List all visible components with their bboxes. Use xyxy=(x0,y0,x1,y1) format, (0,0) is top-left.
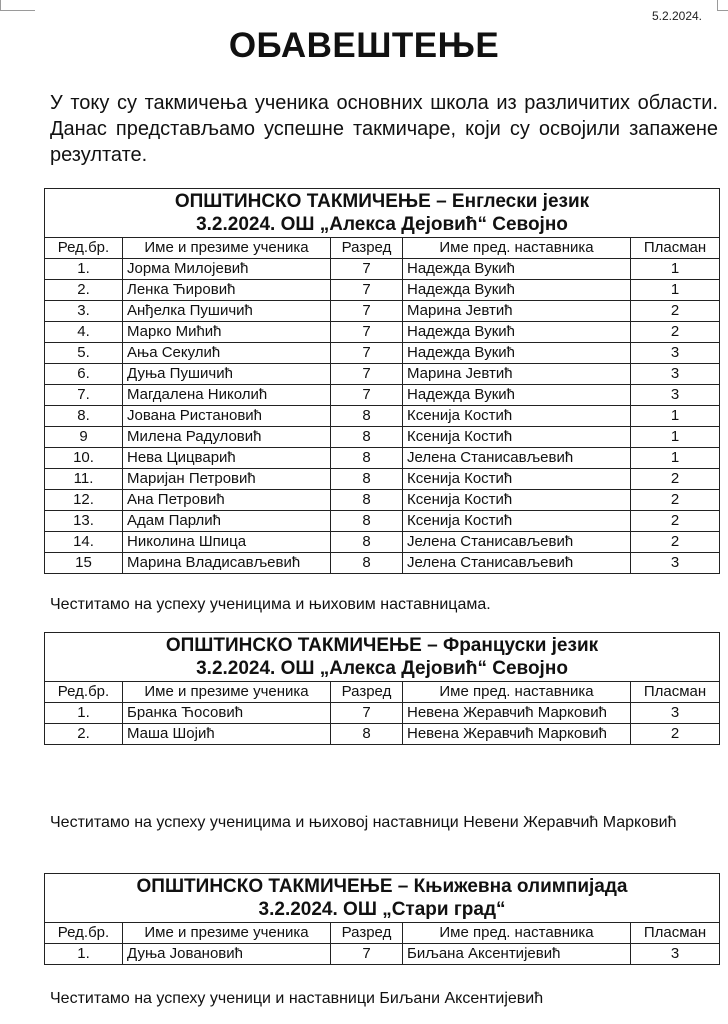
cell-student: Дуња Јовановић xyxy=(123,944,331,965)
cell-placement: 3 xyxy=(631,703,720,724)
cell-student: Бранка Ћосовић xyxy=(123,703,331,724)
col-grade: Разред xyxy=(331,682,403,703)
cell-student: Марко Мићић xyxy=(123,322,331,343)
col-placement: Пласман xyxy=(631,923,720,944)
competition-heading-line1: ОПШТИНСКО ТАКМИЧЕЊЕ – Француски језик xyxy=(165,635,599,656)
cell-student: Маша Шојић xyxy=(123,724,331,745)
cell-student: Марина Владисављевић xyxy=(123,553,331,574)
congrats-text: Честитамо на успеху ученицима и њиховој наставници Невени Жеравчић Марковић xyxy=(50,814,677,831)
cell-rank: 6. xyxy=(45,364,123,385)
page-corner-mark xyxy=(0,0,35,11)
cell-grade: 7 xyxy=(331,343,403,364)
cell-teacher: Надежда Вукић xyxy=(403,322,631,343)
col-student: Име и презиме ученика xyxy=(123,923,331,944)
cell-placement: 1 xyxy=(631,427,720,448)
cell-rank: 8. xyxy=(45,406,123,427)
cell-teacher: Јелена Станисављевић xyxy=(403,448,631,469)
cell-placement: 2 xyxy=(631,511,720,532)
cell-rank: 1. xyxy=(45,259,123,280)
cell-rank: 12. xyxy=(45,490,123,511)
cell-placement: 3 xyxy=(631,343,720,364)
cell-rank: 15 xyxy=(45,553,123,574)
cell-teacher: Јелена Станисављевић xyxy=(403,532,631,553)
cell-grade: 8 xyxy=(331,724,403,745)
competition-table-english xyxy=(44,188,720,574)
col-student: Име и презиме ученика xyxy=(123,238,331,259)
cell-student: Јована Ристановић xyxy=(123,406,331,427)
document-date: 5.2.2024. xyxy=(651,9,702,23)
cell-teacher: Ксенија Костић xyxy=(403,427,631,448)
cell-teacher: Надежда Вукић xyxy=(403,259,631,280)
column-header-row xyxy=(45,923,720,944)
cell-student: Адам Парлић xyxy=(123,511,331,532)
cell-rank: 1. xyxy=(45,703,123,724)
cell-grade: 7 xyxy=(331,385,403,406)
intro-paragraph: У току су такмичења ученика основних школа из различитих области. Данас представљамо успешне такмичаре, који су освојили запажене резултате. xyxy=(50,92,718,166)
col-placement: Пласман xyxy=(631,238,720,259)
cell-placement: 3 xyxy=(631,944,720,965)
cell-placement: 1 xyxy=(631,448,720,469)
cell-teacher: Јелена Станисављевић xyxy=(403,553,631,574)
table-row xyxy=(45,511,720,532)
col-placement: Пласман xyxy=(631,682,720,703)
competition-table-literature xyxy=(44,873,720,965)
cell-rank: 3. xyxy=(45,301,123,322)
cell-grade: 8 xyxy=(331,469,403,490)
cell-student: Нева Цицварић xyxy=(123,448,331,469)
table-row xyxy=(45,301,720,322)
cell-placement: 2 xyxy=(631,469,720,490)
cell-grade: 8 xyxy=(331,511,403,532)
table-row xyxy=(45,532,720,553)
competition-heading xyxy=(45,633,720,682)
competition-heading xyxy=(45,874,720,923)
cell-teacher: Ксенија Костић xyxy=(403,406,631,427)
table-row xyxy=(45,364,720,385)
col-rank: Ред.бр. xyxy=(45,682,123,703)
col-rank: Ред.бр. xyxy=(45,923,123,944)
table-row xyxy=(45,280,720,301)
table-row xyxy=(45,490,720,511)
cell-grade: 7 xyxy=(331,364,403,385)
cell-grade: 7 xyxy=(331,259,403,280)
cell-teacher: Ксенија Костић xyxy=(403,511,631,532)
table-row xyxy=(45,406,720,427)
table-row xyxy=(45,553,720,574)
cell-rank: 1. xyxy=(45,944,123,965)
congrats-text: Честитамо на успеху ученицима и њиховим наставницама. xyxy=(50,596,491,613)
col-grade: Разред xyxy=(331,238,403,259)
cell-grade: 7 xyxy=(331,280,403,301)
cell-rank: 4. xyxy=(45,322,123,343)
cell-rank: 9 xyxy=(45,427,123,448)
cell-grade: 8 xyxy=(331,490,403,511)
cell-rank: 10. xyxy=(45,448,123,469)
cell-teacher: Марина Јевтић xyxy=(403,301,631,322)
page-corner-mark-right xyxy=(717,0,728,11)
cell-placement: 2 xyxy=(631,301,720,322)
cell-grade: 7 xyxy=(331,322,403,343)
cell-grade: 8 xyxy=(331,532,403,553)
table-row xyxy=(45,944,720,965)
table-body xyxy=(45,259,720,574)
table-row xyxy=(45,427,720,448)
table-row xyxy=(45,385,720,406)
cell-teacher: Надежда Вукић xyxy=(403,280,631,301)
cell-placement: 3 xyxy=(631,385,720,406)
cell-student: Ања Секулић xyxy=(123,343,331,364)
cell-student: Ана Петровић xyxy=(123,490,331,511)
table-body xyxy=(45,703,720,745)
cell-rank: 14. xyxy=(45,532,123,553)
cell-teacher: Ксенија Костић xyxy=(403,469,631,490)
cell-grade: 8 xyxy=(331,427,403,448)
cell-grade: 8 xyxy=(331,406,403,427)
cell-placement: 2 xyxy=(631,322,720,343)
table-row xyxy=(45,343,720,364)
cell-placement: 1 xyxy=(631,280,720,301)
table-row xyxy=(45,322,720,343)
cell-placement: 1 xyxy=(631,259,720,280)
cell-placement: 1 xyxy=(631,406,720,427)
cell-placement: 2 xyxy=(631,724,720,745)
cell-rank: 2. xyxy=(45,724,123,745)
cell-placement: 2 xyxy=(631,490,720,511)
cell-placement: 3 xyxy=(631,553,720,574)
column-header-row xyxy=(45,238,720,259)
competition-heading-line1: ОПШТИНСКО ТАКМИЧЕЊЕ – Енглески језик xyxy=(174,191,590,212)
table-row xyxy=(45,448,720,469)
cell-rank: 7. xyxy=(45,385,123,406)
cell-grade: 7 xyxy=(331,944,403,965)
cell-teacher: Биљана Аксентијевић xyxy=(403,944,631,965)
cell-teacher: Марина Јевтић xyxy=(403,364,631,385)
cell-teacher: Надежда Вукић xyxy=(403,343,631,364)
cell-grade: 7 xyxy=(331,301,403,322)
cell-placement: 3 xyxy=(631,364,720,385)
cell-student: Милена Радуловић xyxy=(123,427,331,448)
cell-student: Ленка Ћировић xyxy=(123,280,331,301)
col-student: Име и презиме ученика xyxy=(123,682,331,703)
competition-heading-line2: 3.2.2024. ОШ „Алекса Дејовић“ Севојно xyxy=(196,658,568,679)
cell-student: Маријан Петровић xyxy=(123,469,331,490)
cell-rank: 2. xyxy=(45,280,123,301)
cell-student: Магдалена Николић xyxy=(123,385,331,406)
col-teacher: Име пред. наставника xyxy=(403,238,631,259)
competition-heading xyxy=(45,189,720,238)
competition-heading-line2: 3.2.2024. ОШ „Стари град“ xyxy=(258,899,506,920)
cell-teacher: Невена Жеравчић Марковић xyxy=(403,703,631,724)
cell-teacher: Ксенија Костић xyxy=(403,490,631,511)
cell-grade: 8 xyxy=(331,448,403,469)
cell-rank: 5. xyxy=(45,343,123,364)
page-title: ОБАВЕШТЕЊЕ xyxy=(228,26,500,65)
cell-student: Јорма Милојевић xyxy=(123,259,331,280)
competition-heading-line1: ОПШТИНСКО ТАКМИЧЕЊЕ – Књижевна олимпијада xyxy=(136,876,628,897)
cell-rank: 11. xyxy=(45,469,123,490)
column-header-row xyxy=(45,682,720,703)
table-body xyxy=(45,944,720,965)
cell-student: Анђелка Пушичић xyxy=(123,301,331,322)
cell-grade: 7 xyxy=(331,703,403,724)
competition-table-french xyxy=(44,632,720,745)
cell-placement: 2 xyxy=(631,532,720,553)
table-row xyxy=(45,724,720,745)
cell-student: Дуња Пушичић xyxy=(123,364,331,385)
competition-heading-line2: 3.2.2024. ОШ „Алекса Дејовић“ Севојно xyxy=(196,214,568,235)
table-row xyxy=(45,259,720,280)
cell-teacher: Невена Жеравчић Марковић xyxy=(403,724,631,745)
cell-rank: 13. xyxy=(45,511,123,532)
cell-grade: 8 xyxy=(331,553,403,574)
cell-student: Николина Шпица xyxy=(123,532,331,553)
col-teacher: Име пред. наставника xyxy=(403,923,631,944)
congrats-text: Честитамо на успеху ученици и наставници Биљани Аксентијевић xyxy=(50,990,544,1007)
col-teacher: Име пред. наставника xyxy=(403,682,631,703)
col-grade: Разред xyxy=(331,923,403,944)
col-rank: Ред.бр. xyxy=(45,238,123,259)
table-row xyxy=(45,469,720,490)
table-row xyxy=(45,703,720,724)
cell-teacher: Надежда Вукић xyxy=(403,385,631,406)
